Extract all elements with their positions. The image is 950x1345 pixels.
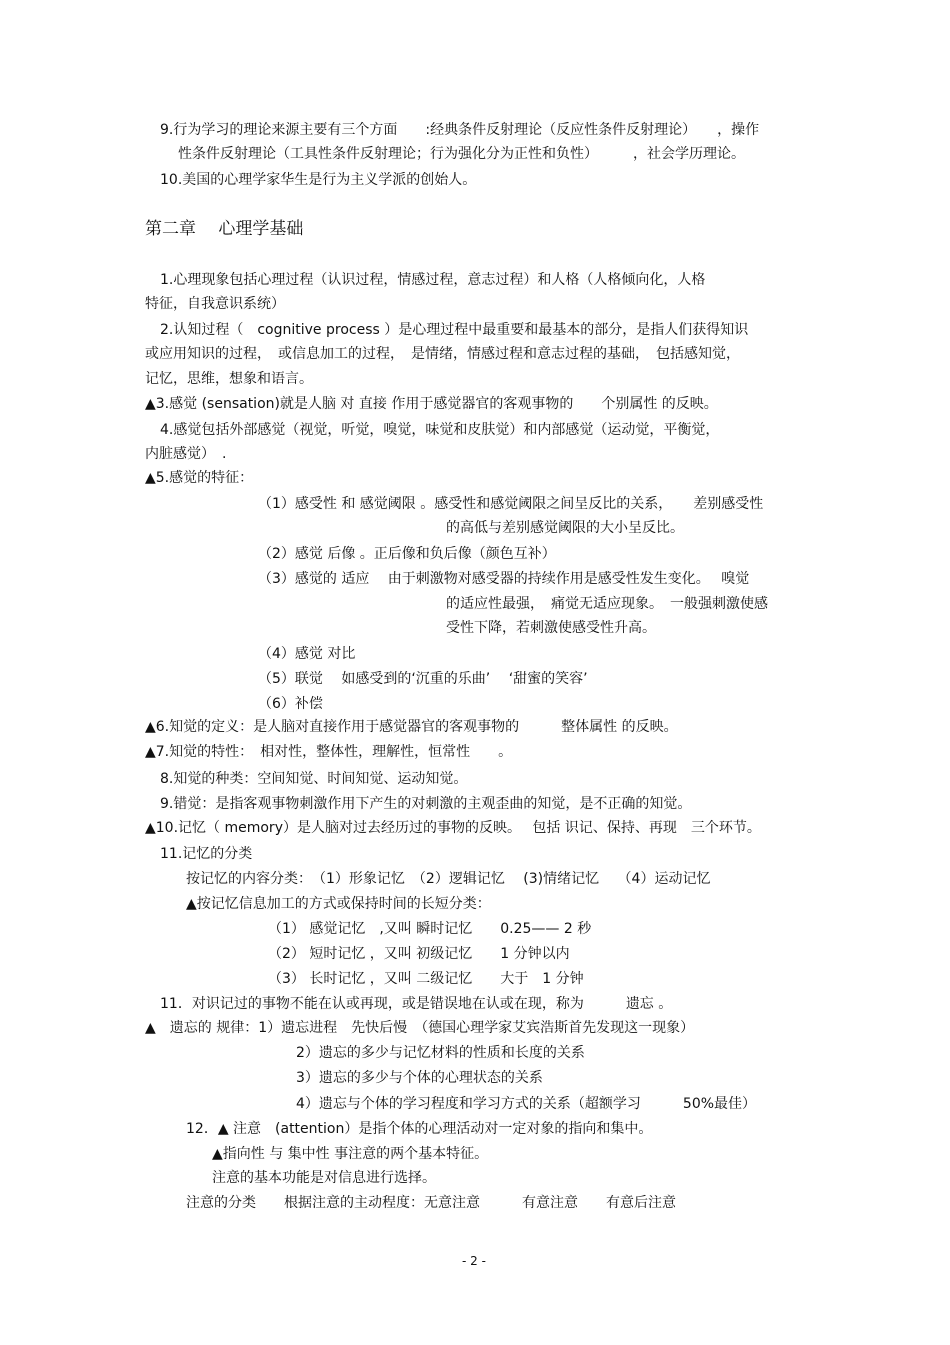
text-line: 9.错觉：是指客观事物刺激作用下产生的对刺激的主观歪曲的知觉，是不正确的知觉。 [160, 796, 692, 812]
text-line: 特征，自我意识系统） [145, 296, 285, 312]
text-line: （1） 感觉记忆 ,又叫 瞬时记忆 0.25—— 2 秒 [268, 921, 592, 937]
text-line: 10.美国的心理学家华生是行为主义学派的创始人。 [160, 172, 477, 188]
text-line: ▲5.感觉的特征： [145, 470, 254, 486]
text-line: 9.行为学习的理论来源主要有三个方面 :经典条件反射理论（反应性条件反射理论） ，操作 [160, 122, 760, 138]
page-number: - 2 - [462, 1254, 486, 1268]
text-line: ▲ 遗忘的 规律：1）遗忘进程 先快后慢 （德国心理学家艾宾浩斯首先发现这一现象） [145, 1020, 695, 1036]
text-line: 8.知觉的种类：空间知觉、时间知觉、运动知觉。 [160, 771, 468, 787]
text-line: 2.认知过程（ cognitive process ）是心理过程中最重要和最基本的部分，是指人们获得知识 [160, 322, 749, 338]
text-line: 1.心理现象包括心理过程（认识过程，情感过程，意志过程）和人格（人格倾向化，人格 [160, 272, 706, 288]
text-line: 记忆，思维，想象和语言。 [145, 371, 313, 387]
text-line: 受性下降，若刺激使感受性升高。 [446, 620, 656, 636]
text-line: 性条件反射理论（工具性条件反射理论；行为强化分为正性和负性） ，社会学历理论。 [178, 146, 745, 162]
text-line: 或应用知识的过程， 或信息加工的过程， 是情绪，情感过程和意志过程的基础， 包括感知觉， [145, 346, 740, 362]
text-line: ▲7.知觉的特性： 相对性，整体性，理解性，恒常性 。 [145, 744, 513, 760]
text-line: ▲3.感觉 (sensation)就是人脑 对 直接 作用于感觉器官的客观事物的 个别属性 的反映。 [145, 396, 718, 412]
text-line: 注意的基本功能是对信息进行选择。 [212, 1170, 436, 1186]
text-line: 的高低与差别感觉阈限的大小呈反比。 [446, 520, 684, 536]
text-line: （2）感觉 后像 。正后像和负后像（颜色互补） [258, 546, 556, 562]
text-line: （6）补偿 [258, 696, 323, 712]
text-line: ▲按记忆信息加工的方式或保持时间的长短分类： [186, 896, 491, 912]
text-line: （3）感觉的 适应 由于刺激物对感受器的持续作用是感受性发生变化。 嗅觉 [258, 571, 750, 587]
text-line: 内脏感觉） . [145, 446, 227, 462]
text-line: 2）遗忘的多少与记忆材料的性质和长度的关系 [296, 1045, 585, 1061]
text-line: （1）感受性 和 感觉阈限 。感受性和感觉阈限之间呈反比的关系， 差别感受性 [258, 496, 764, 512]
text-line: 11.记忆的分类 [160, 846, 253, 862]
text-line: （2） 短时记忆 ，又叫 初级记忆 1 分钟以内 [268, 946, 570, 962]
text-line: ▲6.知觉的定义：是人脑对直接作用于感觉器官的客观事物的 整体属性 的反映。 [145, 719, 678, 735]
text-line: （5）联觉 如感受到的‘沉重的乐曲’ ‘甜蜜的笑容’ [258, 671, 588, 687]
text-line: 11．对识记过的事物不能在认或再现，或是错误地在认或在现，称为 遗忘 。 [160, 996, 673, 1012]
text-line: 12．▲ 注意 (attention）是指个体的心理活动对一定对象的指向和集中。 [186, 1121, 653, 1137]
chapter-heading: 第二章 心理学基础 [145, 219, 304, 239]
text-line: 3）遗忘的多少与个体的心理状态的关系 [296, 1070, 543, 1086]
text-line: （4）感觉 对比 [258, 646, 356, 662]
text-line: 的适应性最强， 痛觉无适应现象。 一般强刺激使感 [446, 596, 768, 612]
text-line: 按记忆的内容分类： （1）形象记忆 （2）逻辑记忆 (3)情绪记忆 （4）运动记忆 [186, 871, 711, 887]
text-line: ▲10.记忆（ memory）是人脑对过去经历过的事物的反映。 包括 识记、保持、再现 三个环节。 [145, 820, 761, 836]
text-line: ▲指向性 与 集中性 事注意的两个基本特征。 [212, 1146, 489, 1162]
text-line: 4.感觉包括外部感觉（视觉，听觉，嗅觉，味觉和皮肤觉）和内部感觉（运动觉，平衡觉， [160, 422, 720, 438]
text-line: 4）遗忘与个体的学习程度和学习方式的关系（超额学习 50%最佳） [296, 1096, 757, 1112]
text-line: 注意的分类 根据注意的主动程度：无意注意 有意注意 有意后注意 [186, 1195, 676, 1211]
text-line: （3） 长时记忆 ，又叫 二级记忆 大于 1 分钟 [268, 971, 584, 987]
